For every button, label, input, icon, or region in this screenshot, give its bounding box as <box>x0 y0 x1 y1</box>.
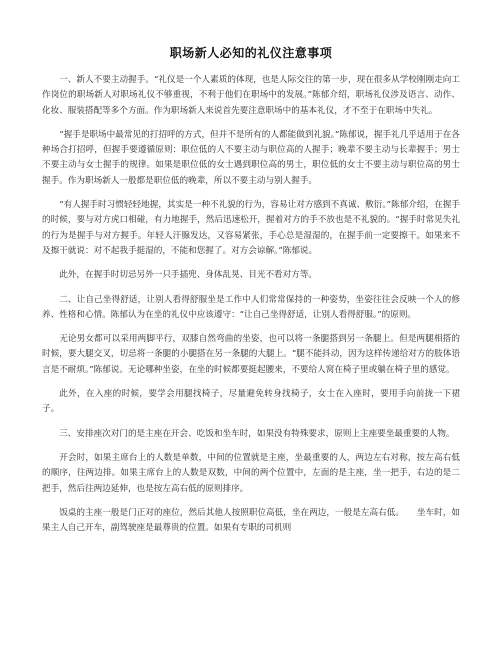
paragraph: “握手是职场中最常见的打招呼的方式，但并不是所有的人都能做到礼貌。”陈郁说，握手礼几乎适用于在各种场合打招呼，但握手要遵循原则：职位低的人不要主动与职位高的人握手；晚辈不要主动与长辈握手；男士不要主动与女士握手的规律。如果是职位低的女士遇到职位高的男士，职位低的女士不要主动与职位高的男士握手。作为职场新人一般都是职位低的晚辈，所以不要主动与别人握手。 <box>42 129 460 186</box>
paragraph: 开会时，如果主席台上的人数是单数，中间的位置就是主座，坐最重要的人，两边左右对称，按左高右低的顺序，往两边排。如果主席台上的人数是双数，中间的两个位置中，左面的是主座，坐一把手，右边的是二把手，然后往两边延伸，也是按左高右低的原则排序。 <box>42 452 460 494</box>
paragraph: 无论男女都可以采用两脚平行，双膝自然弯曲的坐姿，也可以将一条腿搭到另一条腿上。但是两腿相搭的时候，要大腿交叉，切忌将一条腿的小腿搭在另一条腿的大腿上。“腿不能抖动，因为这样传递给对方的肢体语言是不耐烦。”陈郁说。无论哪种坐姿，在坐的时候都要挺起腰来，不要给人窝在椅子里或躺在椅子里的感觉。 <box>42 334 460 375</box>
paragraph: 一、新人不要主动握手。“礼仪是一个人素质的体现，也是人际交往的第一步，现在很多从学校刚刚走向工作岗位的职场新人对职场礼仪不够重视，不利于他们在职场中的发展。”陈郁介绍，职场礼仪涉及语言、动作、化妆、服装搭配等多个方面。作为职场新人来说首先要注意职场中的基本礼仪，才不至于在职场中失礼。 <box>42 75 460 116</box>
paragraph: 二、让自己坐得舒适，让别人看得舒服坐是工作中人们常常保持的一种姿势，坐姿往往会反映一个人的修养、性格和心情。陈郁认为在坐的礼仪中应该遵守：“让自己坐得舒适，让别人看得舒服。”的原则。 <box>42 294 460 320</box>
document-title: 职场新人必知的礼仪注意事项 <box>169 46 333 60</box>
paragraph: “有人握手时习惯轻轻地握，其实是一种不礼貌的行为，容易让对方感到不真诚、敷衍。”陈郁介绍，在握手的时候，要与对方虎口相碰，有力地握手，然后迅速松开，握着对方的手不放也是不礼貌的。“握手时常见失礼的行为是握手与对方握手。年轻人汗腺发达，又容易紧张，手心总是湿湿的，在握手前一定要擦干。如果来不及擦干就说：对不起我手挺湿的，不能和您握了。对方会谅解。”陈郁说。 <box>42 200 460 256</box>
paragraph: 三、安排座次对门的是主座在开会、吃饭和坐车时，如果没有特殊要求，原则上主座要坐最重要的人物。 <box>59 428 455 439</box>
paragraph: 此外，在握手时切忌另外一只手插兜、身体乱晃、目光不看对方等。 <box>59 270 318 281</box>
paragraph: 此外，在入座的时候，要学会用腿找椅子，尽量避免转身找椅子，女士在入座时，要用手向前拢一下裙子。 <box>42 389 460 415</box>
paragraph: 饭桌的主座一般是门正对的座位，然后其他人按照职位高低，坐在两边，一般是左高右低。 坐车时，如果主人自己开车，副驾驶座是最尊贵的位置。如果有专职的司机则 <box>42 507 460 534</box>
